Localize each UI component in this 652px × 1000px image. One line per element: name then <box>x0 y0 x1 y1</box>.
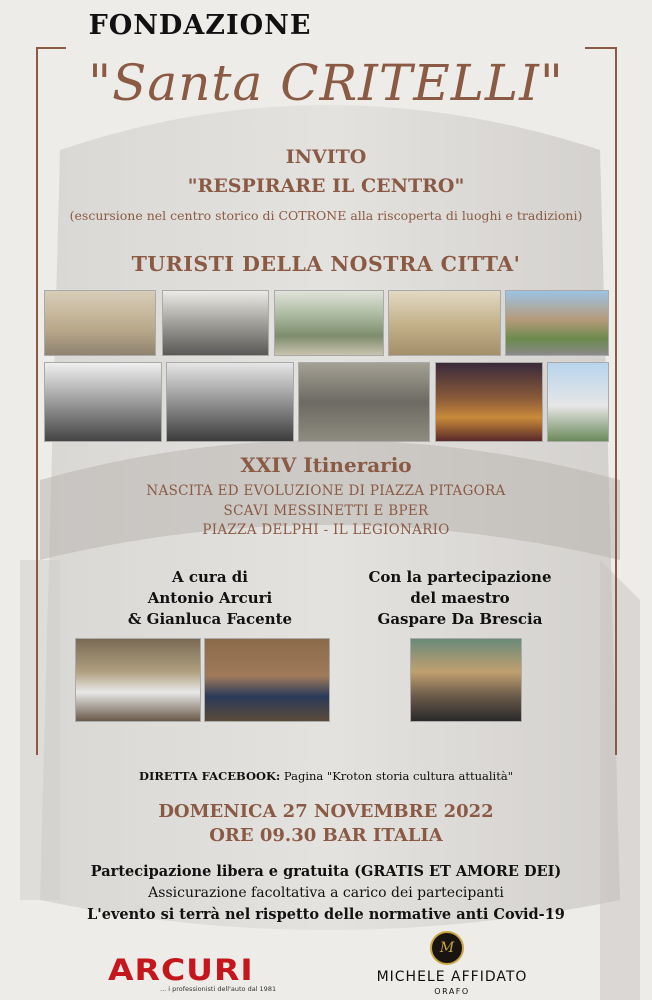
event-subtitle: (escursione nel centro storico di COTRONE alla riscoperta di luoghi e tradizioni) <box>69 208 583 223</box>
covid-info: L'evento si terrà nel rispetto delle normative anti Covid-19 <box>87 906 565 923</box>
curator-name: Antonio Arcuri <box>147 589 273 607</box>
building-postcard-photo <box>274 290 384 356</box>
frame-border <box>585 47 617 49</box>
guide-microphone-photo <box>204 638 330 722</box>
piazza-aerial-photo <box>505 290 609 356</box>
affidato-orafo: ORAFO <box>434 987 470 996</box>
itinerario-line: NASCITA ED EVOLUZIONE DI PIAZZA PITAGORA <box>146 483 506 499</box>
itinerario-line: PIAZZA DELPHI - IL LEGIONARIO <box>202 522 450 538</box>
event-date: DOMENICA 27 NOVEMBRE 2022 <box>158 801 494 822</box>
maestro-name: Gaspare Da Brescia <box>377 610 543 628</box>
frame-border <box>36 47 66 49</box>
invito-heading: INVITO <box>285 146 367 168</box>
street-bw-photo <box>44 362 162 442</box>
affidato-logo-icon: M <box>430 931 464 965</box>
itinerario-title: XXIV Itinerario <box>240 453 412 477</box>
museum-interior-photo <box>435 362 543 442</box>
participation-label: del maestro <box>410 589 510 607</box>
participation-info: Partecipazione libera e gratuita (GRATIS ET AMORE DEI) <box>90 863 562 880</box>
vintage-square-photo <box>162 290 269 356</box>
statue-photo <box>547 362 609 442</box>
fondazione-title: FONDAZIONE <box>88 10 312 41</box>
alley-bw-photo <box>166 362 294 442</box>
facebook-live-info <box>0 769 652 783</box>
curators-label: A cura di <box>172 568 248 586</box>
insurance-info: Assicurazione facoltativa a carico dei partecipanti <box>148 885 504 901</box>
event-time-place: ORE 09.30 BAR ITALIA <box>209 825 443 846</box>
affidato-name: MICHELE AFFIDATO <box>376 969 528 985</box>
curator-name: & Gianluca Facente <box>127 610 293 628</box>
arcuri-logo: ARCURI <box>108 951 254 988</box>
itinerario-line: SCAVI MESSINETTI E BPER <box>223 503 429 519</box>
turisti-heading: TURISTI DELLA NOSTRA CITTA' <box>131 252 521 276</box>
santa-critelli-title: "Santa CRITELLI" <box>88 54 564 112</box>
facebook-page: Pagina "Kroton storia cultura attualità" <box>280 769 513 783</box>
excavation-photo <box>298 362 430 442</box>
curators-right <box>345 567 575 630</box>
facebook-label: DIRETTA FACEBOOK: <box>139 769 281 783</box>
curators-left <box>100 567 320 630</box>
maestro-painting-photo <box>410 638 522 722</box>
participation-label: Con la partecipazione <box>368 568 552 586</box>
event-title: "RESPIRARE IL CENTRO" <box>187 175 465 197</box>
arch-postcard-photo <box>388 290 501 356</box>
vintage-street-photo <box>44 290 156 356</box>
guide-speaking-photo <box>75 638 201 722</box>
arcuri-tagline: ... i professionisti dell'auto dal 1981 <box>160 985 277 993</box>
